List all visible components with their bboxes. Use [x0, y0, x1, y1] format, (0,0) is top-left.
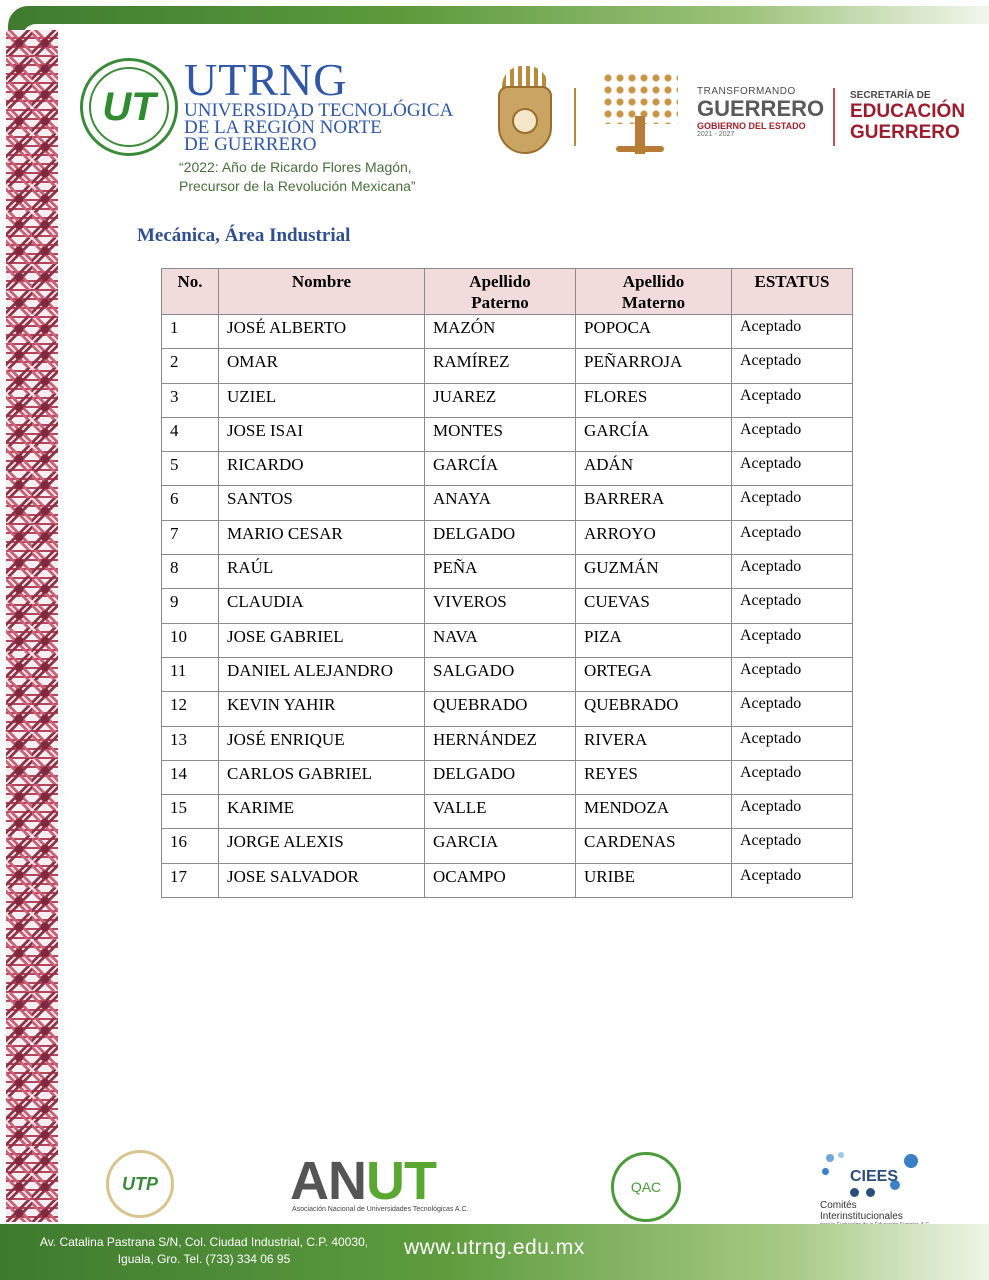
ciees-logo — [820, 1150, 940, 1228]
footer-logos — [0, 1140, 989, 1224]
paternal-surname: PEÑA — [425, 555, 576, 589]
status: Aceptado — [732, 863, 853, 897]
motto — [179, 158, 469, 196]
address — [24, 1234, 384, 1268]
university-name-line-3: DE GUERRERO — [184, 134, 317, 155]
paternal-surname: OCAMPO — [425, 863, 576, 897]
paternal-surname: HERNÁNDEZ — [425, 726, 576, 760]
gobierno-line-2: GUERRERO — [697, 96, 825, 121]
status: Aceptado — [732, 623, 853, 657]
first-name: JOSE SALVADOR — [219, 863, 425, 897]
maternal-surname: BARRERA — [576, 486, 732, 520]
table-row — [162, 692, 853, 726]
header-estatus: ESTATUS — [732, 269, 853, 315]
paternal-surname: QUEBRADO — [425, 692, 576, 726]
table-row — [162, 383, 853, 417]
status: Aceptado — [732, 486, 853, 520]
table-row — [162, 829, 853, 863]
header-paterno-line-1: Apellido — [469, 272, 531, 291]
footer-bar — [0, 1224, 989, 1280]
header-apellido-paterno — [425, 269, 576, 315]
first-name: KARIME — [219, 795, 425, 829]
paternal-surname: GARCIA — [425, 829, 576, 863]
status: Aceptado — [732, 520, 853, 554]
first-name: JOSÉ ENRIQUE — [219, 726, 425, 760]
address-line-2: Iguala, Gro. Tel. (733) 334 06 95 — [117, 1252, 291, 1266]
row-number: 4 — [162, 417, 219, 451]
maternal-surname: GARCÍA — [576, 417, 732, 451]
gobierno-logo — [697, 86, 824, 138]
first-name: RICARDO — [219, 452, 425, 486]
paternal-surname: MAZÓN — [425, 315, 576, 349]
status: Aceptado — [732, 760, 853, 794]
guerrero-coat-of-arms-icon — [494, 66, 556, 156]
first-name: JOSÉ ALBERTO — [219, 315, 425, 349]
row-number: 5 — [162, 452, 219, 486]
first-name: UZIEL — [219, 383, 425, 417]
row-number: 6 — [162, 486, 219, 520]
row-number: 7 — [162, 520, 219, 554]
tree-logo-icon — [596, 72, 684, 154]
row-number: 8 — [162, 555, 219, 589]
university-name-block — [184, 54, 474, 155]
row-number: 1 — [162, 315, 219, 349]
table-row — [162, 315, 853, 349]
row-number: 13 — [162, 726, 219, 760]
maternal-surname: ORTEGA — [576, 657, 732, 691]
paternal-surname: DELGADO — [425, 760, 576, 794]
first-name: JOSE GABRIEL — [219, 623, 425, 657]
ciees-line-1: Comités Interinstitucionales — [820, 1200, 903, 1222]
document-title: Mecánica, Área Industrial — [137, 225, 351, 246]
paternal-surname: SALGADO — [425, 657, 576, 691]
header-paterno-line-2: Paterno — [471, 293, 529, 312]
row-number: 16 — [162, 829, 219, 863]
maternal-surname: FLORES — [576, 383, 732, 417]
first-name: RAÚL — [219, 555, 425, 589]
university-name-line-2: DE LA REGIÓN NORTE — [184, 117, 382, 138]
maternal-surname: POPOCA — [576, 315, 732, 349]
paternal-surname: GARCÍA — [425, 452, 576, 486]
header-no: No. — [162, 269, 219, 315]
row-number: 3 — [162, 383, 219, 417]
first-name: JORGE ALEXIS — [219, 829, 425, 863]
table-body — [162, 315, 853, 898]
status: Aceptado — [732, 657, 853, 691]
table-header-row — [162, 269, 853, 315]
status: Aceptado — [732, 417, 853, 451]
table-row — [162, 760, 853, 794]
secretaria-line-2: EDUCACIÓN — [850, 101, 966, 122]
maternal-surname: RIVERA — [576, 726, 732, 760]
anut-word: ANUT — [290, 1151, 436, 1211]
anut-subtitle: Asociación Nacional de Universidades Tecnológicas A.C. — [292, 1206, 469, 1213]
status: Aceptado — [732, 795, 853, 829]
status: Aceptado — [732, 315, 853, 349]
top-green-bar — [0, 0, 989, 40]
gobierno-line-3: GOBIERNO DEL ESTADO — [697, 121, 806, 131]
university-name-line-1: UNIVERSIDAD TECNOLÓGICA — [184, 100, 454, 121]
qac-logo-text: QAC — [630, 1179, 662, 1195]
table-row — [162, 726, 853, 760]
paternal-surname: NAVA — [425, 623, 576, 657]
maternal-surname: CUEVAS — [576, 589, 732, 623]
row-number: 2 — [162, 349, 219, 383]
header-divider — [574, 88, 576, 146]
first-name: OMAR — [219, 349, 425, 383]
gobierno-line-1: TRANSFORMANDO — [697, 86, 796, 97]
table-row — [162, 349, 853, 383]
paternal-surname: VALLE — [425, 795, 576, 829]
row-number: 10 — [162, 623, 219, 657]
qac-logo — [611, 1152, 681, 1222]
university-acronym: UTRNG — [184, 54, 348, 105]
table-row — [162, 623, 853, 657]
status: Aceptado — [732, 452, 853, 486]
maternal-surname: ARROYO — [576, 520, 732, 554]
header-apellido-materno — [576, 269, 732, 315]
table-row — [162, 452, 853, 486]
first-name: JOSE ISAI — [219, 417, 425, 451]
secretaria-line-1: SECRETARÍA DE — [850, 90, 931, 101]
motto-line-1: “2022: Año de Ricardo Flores Magón, — [179, 159, 412, 175]
first-name: KEVIN YAHIR — [219, 692, 425, 726]
address-line-1: Av. Catalina Pastrana S/N, Col. Ciudad Industrial, C.P. 40030, — [39, 1235, 369, 1249]
anut-logo — [290, 1151, 486, 1213]
table-row — [162, 657, 853, 691]
status: Aceptado — [732, 829, 853, 863]
website-link[interactable]: www.utrng.edu.mx — [404, 1236, 585, 1259]
secretaria-line-3: GUERRERO — [850, 122, 960, 143]
motto-line-2: Precursor de la Revolución Mexicana” — [179, 178, 416, 194]
ciees-word: CIEES — [850, 1168, 899, 1185]
status: Aceptado — [732, 383, 853, 417]
table-row — [162, 555, 853, 589]
table-row — [162, 863, 853, 897]
paternal-surname: DELGADO — [425, 520, 576, 554]
status: Aceptado — [732, 555, 853, 589]
row-number: 15 — [162, 795, 219, 829]
paternal-surname: RAMÍREZ — [425, 349, 576, 383]
maternal-surname: ADÁN — [576, 452, 732, 486]
header-materno-line-2: Materno — [621, 293, 686, 312]
maternal-surname: MENDOZA — [576, 795, 732, 829]
first-name: CARLOS GABRIEL — [219, 760, 425, 794]
table-row — [162, 795, 853, 829]
secretaria-logo — [850, 90, 965, 143]
status: Aceptado — [732, 726, 853, 760]
status: Aceptado — [732, 589, 853, 623]
row-number: 17 — [162, 863, 219, 897]
maternal-surname: CARDENAS — [576, 829, 732, 863]
header-divider-2 — [833, 88, 835, 146]
row-number: 11 — [162, 657, 219, 691]
header-materno-line-1: Apellido — [622, 272, 685, 291]
first-name: SANTOS — [219, 486, 425, 520]
roster-table — [161, 268, 853, 898]
maternal-surname: PIZA — [576, 623, 732, 657]
status: Aceptado — [732, 692, 853, 726]
row-number: 12 — [162, 692, 219, 726]
paternal-surname: VIVEROS — [425, 589, 576, 623]
table-row — [162, 520, 853, 554]
maternal-surname: PEÑARROJA — [576, 349, 732, 383]
gobierno-line-4: 2021 - 2027 — [697, 131, 735, 138]
row-number: 9 — [162, 589, 219, 623]
maternal-surname: REYES — [576, 760, 732, 794]
first-name: DANIEL ALEJANDRO — [219, 657, 425, 691]
maternal-surname: GUZMÁN — [576, 555, 732, 589]
ut-logo-mark: UT — [102, 84, 156, 129]
ut-seal-logo — [80, 58, 178, 156]
table-row — [162, 417, 853, 451]
maternal-surname: QUEBRADO — [576, 692, 732, 726]
first-name: CLAUDIA — [219, 589, 425, 623]
row-number: 14 — [162, 760, 219, 794]
utp-logo — [106, 1150, 174, 1218]
header-nombre: Nombre — [219, 269, 425, 315]
paternal-surname: ANAYA — [425, 486, 576, 520]
embroidery-border — [6, 30, 58, 1222]
table-row — [162, 589, 853, 623]
first-name: MARIO CESAR — [219, 520, 425, 554]
paternal-surname: JUAREZ — [425, 383, 576, 417]
utp-logo-text: UTP — [122, 1173, 158, 1194]
paternal-surname: MONTES — [425, 417, 576, 451]
status: Aceptado — [732, 349, 853, 383]
table-row — [162, 486, 853, 520]
maternal-surname: URIBE — [576, 863, 732, 897]
